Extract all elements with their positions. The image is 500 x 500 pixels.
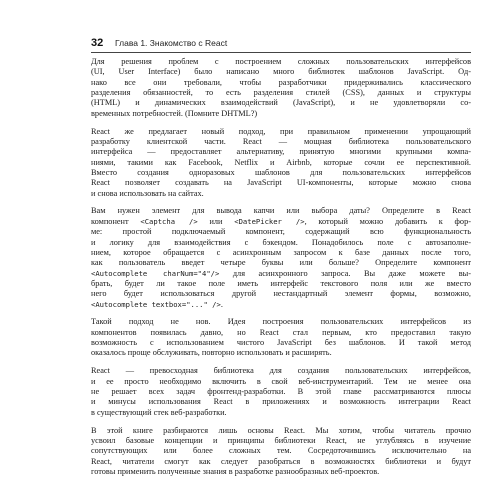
- text-line: готовы применить полученные знания в разработке разнообразных веб-проектов.: [91, 466, 380, 476]
- paragraph: [91, 206, 471, 309]
- text-line: не решает всех задач фронтенд-разработки. В этой главе рассматриваются плюсы: [91, 386, 471, 396]
- text-line: и снова использовать на сайтах.: [91, 188, 204, 198]
- page-header: [91, 38, 471, 50]
- text-line: компонент <Captcha /> или <DatePicker />, который можно добавить к фор-: [91, 216, 471, 226]
- paragraph: [91, 317, 471, 358]
- text-line: нако все они требовали, чтобы разработчики придерживались классического: [91, 77, 471, 87]
- paragraph: [91, 426, 471, 478]
- text-line: React же предлагает новый подход, при правильном применении упрощающий: [91, 126, 471, 136]
- inline-code: <Captcha />: [140, 216, 198, 226]
- text-line: и логику для взаимодействия с бэкендом. Понадобилось поле с автозаполне-: [91, 237, 471, 247]
- text-line: разделения обязанностей, то есть разделения стилей (CSS), данных и структуры: [91, 88, 471, 98]
- chapter-title: Глава 1. Знакомство с React: [115, 38, 228, 48]
- text-line: <Autocomplete charNum="4"/> для асинхронного запроса. Вы даже можете вы-: [91, 268, 471, 278]
- text-line: Вам нужен элемент для вывода капчи или выбора даты? Определите в React: [91, 206, 471, 216]
- text-line: в существующий стек веб-разработки.: [91, 407, 227, 417]
- text-line: интерфейса — предоставляет альтернативу, принятую многими крупными компа-: [91, 147, 471, 157]
- text-line: В этой книге разбираются лишь основы React. Мы хотим, чтобы читатель прочно: [91, 425, 471, 435]
- text-line: сопутствующих или более сложных тем. Сосредоточившись исключительно на: [91, 446, 471, 456]
- inline-code: <DatePicker />: [234, 216, 305, 226]
- header-divider: [91, 52, 471, 53]
- page-number: 32: [91, 37, 104, 49]
- text-line: React — превосходная библиотека для создания пользовательских интерфейсов,: [91, 366, 471, 376]
- text-line: и минусы использования React в приложениях и возможность интеграции React: [91, 397, 471, 407]
- text-line: ниями, такими как Facebook, Netflix и Airbnb, которые сочли ее перспективной.: [91, 157, 471, 167]
- text-line: него будет использоваться другой нестандартный элемент формы, возможно,: [91, 289, 471, 299]
- text-line: нием, которое обращается с асинхронным запросом к базе данных после того,: [91, 247, 471, 257]
- body-text: [91, 57, 471, 477]
- text-line: и ее просто необходимо включить в свой веб-инструментарий. Тем не менее она: [91, 376, 471, 386]
- text-line: (UI, User Interface) было написано много библиотек шаблонов JavaScript. Од-: [91, 67, 471, 77]
- text-line: ме: простой подключаемый компонент, содержащий всю функциональность: [91, 227, 471, 237]
- text-line: Вместо создания одноразовых шаблонов для пользовательских интерфейсов: [91, 167, 471, 177]
- text-line: возможность с использованием чистого JavaScript без шаблонов. И такой метод: [91, 338, 471, 348]
- text-line: разработку клиентской части. React — мощная библиотека пользовательского: [91, 136, 471, 146]
- paragraph: [91, 366, 471, 418]
- text-line: Для решения проблем с построением сложных пользовательских интерфейсов: [91, 57, 471, 66]
- text-line: компонентов появилась давно, но React стал первым, кто предоставил такую: [91, 327, 471, 337]
- text-line: <Autocomplete textbox="..." />.: [91, 299, 223, 309]
- text-line: брать, будет ли такое поле иметь интерфейс текстового поля или же вместо: [91, 278, 471, 288]
- text-line: как пользователь введет четыре буквы или больше? Определите компонент: [91, 258, 471, 268]
- text-line: временных потребностей. (Помните DHTML?): [91, 108, 258, 118]
- text-line: Такой подход не нов. Идея построения пользовательских интерфейсов из: [91, 317, 471, 327]
- text-line: React, читатели смогут как следует разобраться в возможностях библиотеки и будут: [91, 456, 471, 466]
- text-line: оказалось проще обслуживать, повторно использовать и расширять.: [91, 348, 332, 358]
- inline-code: <Autocomplete textbox="..." />: [91, 299, 221, 309]
- text-line: (HTML) и динамических взаимодействий (JavaScript), и не удовлетворяли со-: [91, 98, 471, 108]
- text-line: усвоил базовые концепции и принципы библиотеки React, не углубляясь в изучение: [91, 435, 471, 445]
- text-line: React позволяет создавать на JavaScript UI-компоненты, которые можно снова: [91, 178, 471, 188]
- paragraph: [91, 127, 471, 199]
- paragraph: [91, 57, 471, 119]
- inline-code: <Autocomplete charNum="4"/>: [91, 268, 220, 278]
